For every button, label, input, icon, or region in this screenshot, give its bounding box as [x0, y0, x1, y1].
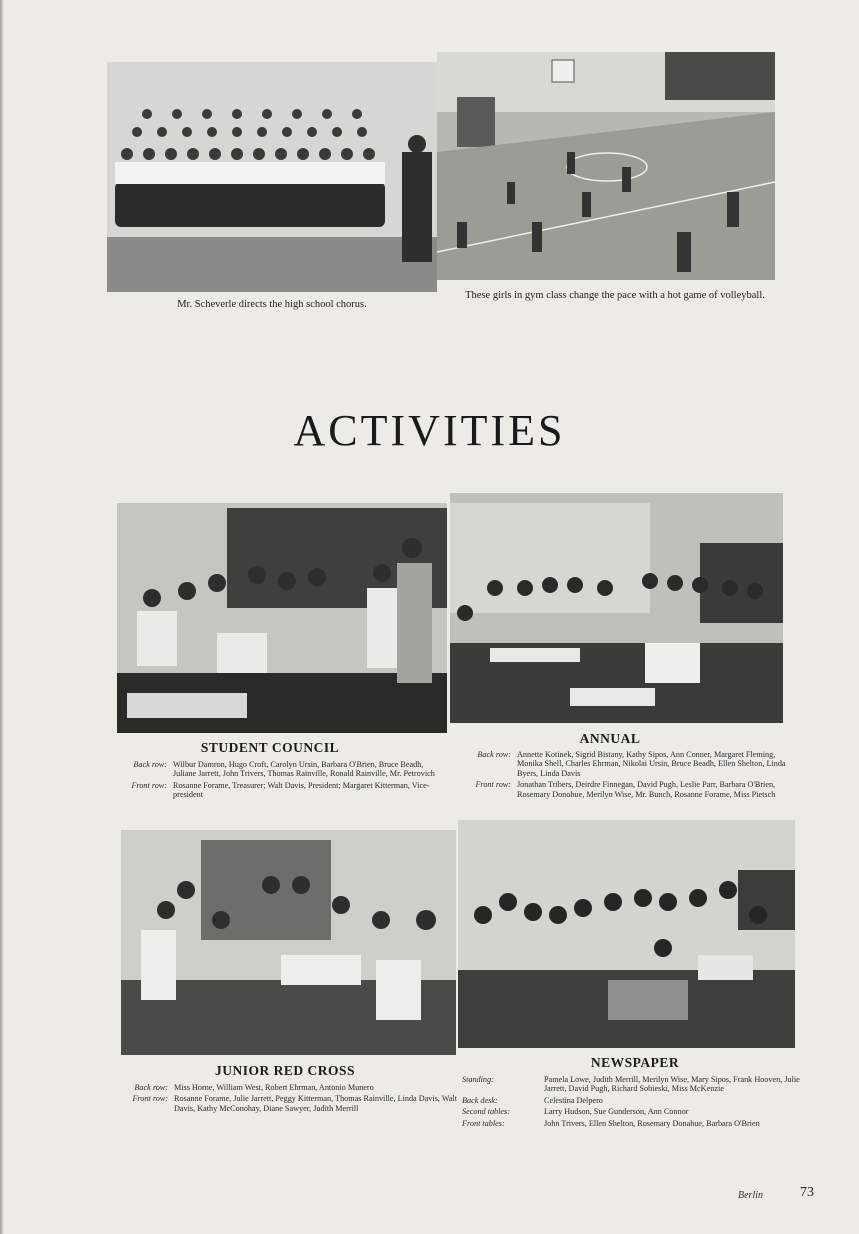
newspaper-photo [458, 820, 795, 1048]
names-row [120, 1083, 460, 1092]
student-council-photo [117, 503, 447, 733]
names-row-text: Jonathan Tribers, Deirdre Finnegan, David Pugh, Leslie Parr, Barbara O'Brien, Rosemary Donohue, Merilyn Wise, Mr. Bunch, Rosanne Forame, Miss Pietsch [517, 780, 776, 799]
page-edge [0, 0, 4, 1234]
names-row-text: Annette Kotinek, Sigrid Bistany, Kathy Sipos, Ann Conner, Margaret Fleming, Monika Shell, Charles Ehrman, Nikolai Ursin, Bruce Beadh, Ellen Shelton, Linda Byers, Linda Davis [517, 750, 786, 778]
names-row-text: Rosanne Forame, Treasurer; Walt Davis, President; Margaret Kitterman, Vice-president [173, 780, 430, 800]
newspaper-names [462, 1075, 802, 1130]
junior-red-cross-title: JUNIOR RED CROSS [214, 1063, 356, 1078]
annual-title: ANNUAL [579, 731, 641, 746]
annual-photo [450, 493, 783, 723]
student-council-title: STUDENT COUNCIL [200, 740, 340, 755]
names-row-text: John Trivers, Ellen Shelton, Rosemary Donahue, Barbara O'Brien [544, 1118, 760, 1128]
names-row-text: Wilbur Damron, Hugo Croft, Carolyn Ursin, Barbara O'Brien, Bruce Beadh, Juliane Jarrett, John Trivers, Thomas Rainville, Ronald Rainville, Mr. Petrovich [173, 760, 435, 779]
names-row-label: Back row: [133, 760, 167, 769]
names-row-text: Rosanne Forame, Julie Jarrett, Peggy Kitterman, Thomas Rainville, Linda Davis, Walt Davis, Kathy McConohay, Diane Sawyer, Judith Merrill [174, 1094, 458, 1113]
names-row [120, 1094, 460, 1113]
names-row [462, 1107, 802, 1116]
names-row [462, 1075, 802, 1094]
junior-red-cross-names [120, 1083, 460, 1115]
junior-red-cross-photo [121, 830, 456, 1055]
student-council-names [117, 760, 447, 802]
chorus-photo [107, 62, 437, 292]
volleyball-caption: These girls in gym class change the pace with a hot game of volleyball. [465, 290, 765, 301]
annual-names [455, 750, 791, 801]
names-row-label: Front row: [132, 1094, 168, 1104]
names-row-text: Celestina Delpero [544, 1095, 603, 1105]
names-row [117, 781, 447, 800]
newspaper-title: NEWSPAPER [590, 1055, 680, 1070]
section-title: ACTIVITIES [293, 406, 566, 455]
names-row-text: Pamela Lowe, Judith Merrill, Merilyn Wise, Mary Sipos, Frank Hooven, Julie Jarrett, David Pugh, Richard Sobieski, Miss McKenzie [544, 1075, 800, 1094]
names-row-label: Standing: [462, 1075, 494, 1084]
names-row-label: Front row: [475, 780, 511, 790]
names-row-label: Front row: [131, 780, 167, 790]
names-row-label: Second tables: [462, 1107, 510, 1117]
chorus-caption: Mr. Scheverle directs the high school chorus. [177, 299, 367, 310]
names-row-label: Back row: [477, 750, 511, 759]
names-row [462, 1096, 802, 1105]
volleyball-photo [437, 52, 775, 280]
page-number: 73 [800, 1185, 814, 1200]
names-row [117, 760, 447, 779]
names-row [455, 780, 791, 799]
names-row-text: Miss Horne, William West, Robert Ehrman, Antonio Munero [174, 1083, 374, 1092]
names-row-label: Front tables: [462, 1118, 505, 1128]
names-row-text: Larry Hudson, Sue Gunderson, Ann Connor [544, 1107, 689, 1117]
names-row-label: Back desk: [462, 1095, 498, 1105]
footer-city: Berlin [738, 1190, 763, 1201]
names-row-label: Back row: [134, 1083, 168, 1092]
names-row [455, 750, 791, 778]
names-row [462, 1119, 802, 1128]
